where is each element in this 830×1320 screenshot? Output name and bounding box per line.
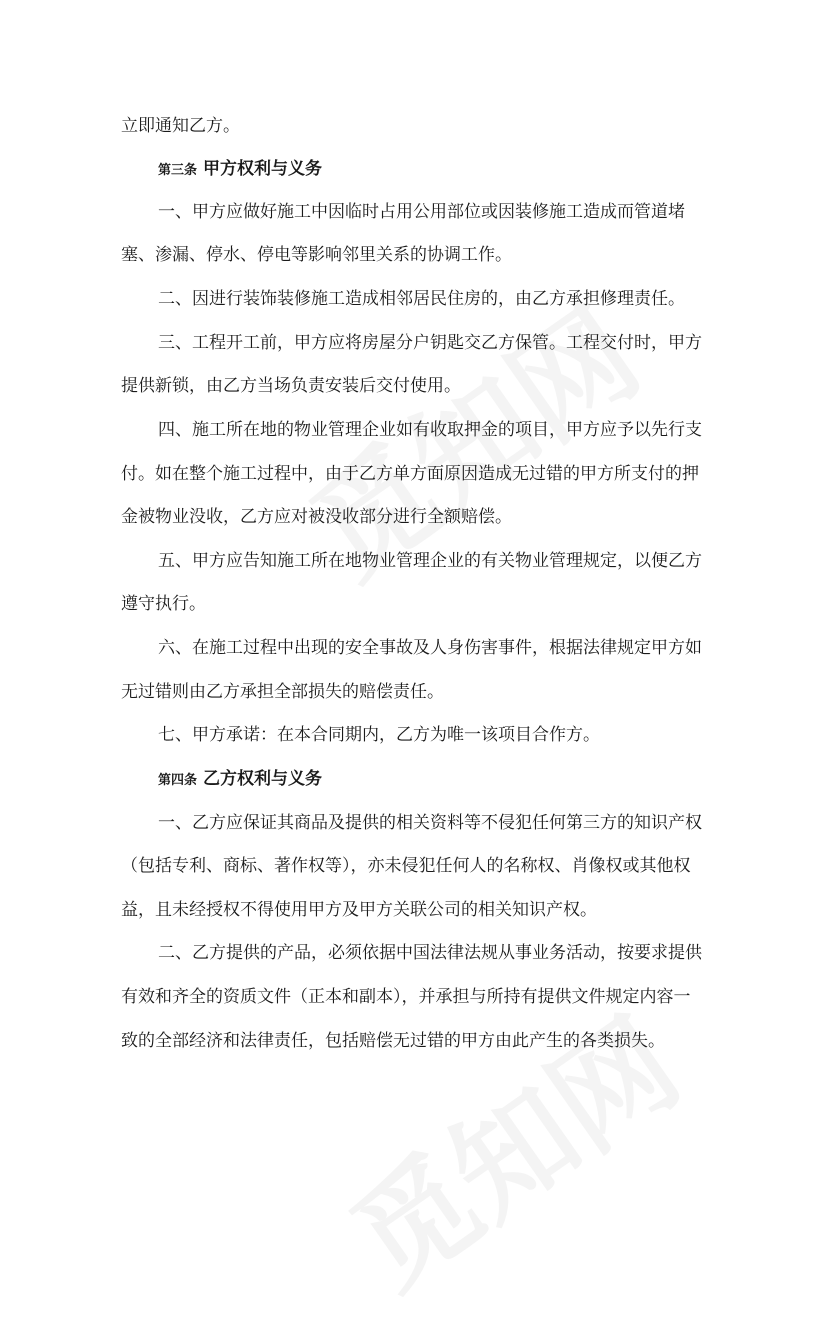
paragraph-line: 三、工程开工前，甲方应将房屋分户钥匙交乙方保管。工程交付时，甲方 — [158, 333, 702, 353]
paragraph-line: 致的全部经济和法律责任，包括赔偿无过错的甲方由此产生的各类损失。 — [121, 1031, 665, 1051]
paragraph-line: 四、施工所在地的物业管理企业如有收取押金的项目，甲方应予以先行支 — [158, 420, 702, 440]
paragraph-line: 遵守执行。 — [121, 594, 206, 614]
paragraph-line: 一、甲方应做好施工中因临时占用公用部位或因装修施工造成而管道堵 — [158, 202, 685, 222]
article-number: 第四条 — [158, 773, 198, 788]
article-number: 第三条 — [158, 163, 198, 178]
paragraph-line: 二、因进行装饰装修施工造成相邻居民住房的，由乙方承担修理责任。 — [158, 289, 685, 309]
paragraph-line: 立即通知乙方。 — [121, 116, 240, 136]
article-title: 甲方权利与义务 — [203, 159, 323, 179]
article-title: 乙方权利与义务 — [203, 769, 323, 789]
paragraph-line: 益，且未经授权不得使用甲方及甲方关联公司的相关知识产权。 — [121, 900, 597, 920]
article-3-heading — [158, 157, 830, 183]
paragraph-line: 付。如在整个施工过程中，由于乙方单方面原因造成无过错的甲方所支付的押 — [121, 464, 699, 484]
article-4-heading — [158, 767, 830, 793]
paragraph-line: 金被物业没收，乙方应对被没收部分进行全额赔偿。 — [121, 507, 512, 527]
paragraph-line: 塞、渗漏、停水、停电等影响邻里关系的协调工作。 — [121, 245, 512, 265]
paragraph-line: 二、乙方提供的产品，必须依据中国法律法规从事业务活动，按要求提供 — [158, 943, 702, 963]
watermark — [313, 972, 707, 1319]
paragraph-line: 六、在施工过程中出现的安全事故及人身伤害事件，根据法律规定甲方如 — [158, 638, 702, 658]
paragraph-line: 提供新锁，由乙方当场负责安装后交付使用。 — [121, 376, 461, 396]
paragraph-line: （包括专利、商标、著作权等），亦未侵犯任何人的名称权、肖像权或其他权 — [121, 856, 691, 876]
paragraph-line: 七、甲方承诺：在本合同期内，乙方为唯一该项目合作方。 — [158, 725, 600, 745]
paragraph-line: 一、乙方应保证其商品及提供的相关资料等不侵犯任何第三方的知识产权 — [158, 813, 702, 833]
paragraph-line: 五、甲方应告知施工所在地物业管理企业的有关物业管理规定，以便乙方 — [158, 551, 702, 571]
paragraph-line: 无过错则由乙方承担全部损失的赔偿责任。 — [121, 682, 444, 702]
paragraph-line: 有效和齐全的资质文件（正本和副本），并承担与所持有提供文件规定内容一 — [121, 987, 691, 1007]
